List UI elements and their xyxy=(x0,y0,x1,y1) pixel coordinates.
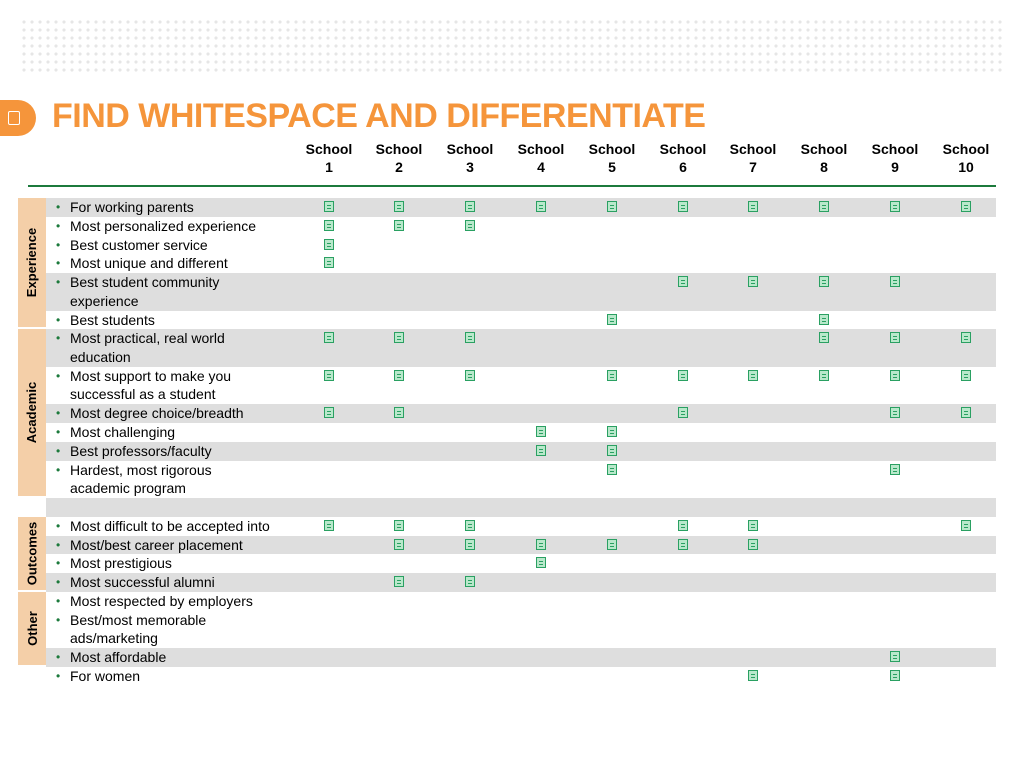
check-icon xyxy=(607,464,617,475)
criterion-text: Best professors/faculty xyxy=(70,442,212,459)
column-header xyxy=(294,140,364,176)
criterion-text: Most personalized experience xyxy=(70,217,256,234)
slide-title: FIND WHITESPACE AND DIFFERENTIATE xyxy=(52,97,706,135)
check-icon xyxy=(465,220,475,231)
criterion-text: Best/most memorable ads/marketing xyxy=(70,611,207,647)
category-label-text: Academic xyxy=(24,381,40,444)
bullet-icon: • xyxy=(56,331,61,346)
category-label-text: Other xyxy=(24,610,40,646)
criterion-text: Best student community experience xyxy=(70,274,220,309)
column-header-number: 10 xyxy=(958,159,974,175)
check-icon xyxy=(394,220,404,231)
column-header-label: School xyxy=(871,141,919,157)
check-icon xyxy=(961,201,971,212)
category-label-academic xyxy=(18,329,46,496)
check-icon xyxy=(890,201,900,212)
column-header-label: School xyxy=(942,141,990,157)
criterion-row xyxy=(56,367,291,404)
criterion-text: Most unique and different xyxy=(70,255,228,272)
table-row-band xyxy=(46,498,996,517)
check-icon xyxy=(961,332,971,343)
criterion-row xyxy=(56,423,291,442)
check-icon xyxy=(324,220,334,231)
criterion-row xyxy=(56,536,291,555)
criterion-row xyxy=(56,442,291,461)
check-icon xyxy=(748,670,758,681)
bullet-icon: • xyxy=(56,593,61,608)
column-header xyxy=(506,140,576,176)
bullet-icon: • xyxy=(56,556,61,571)
column-header-number: 2 xyxy=(395,159,403,175)
criterion-row xyxy=(56,517,291,536)
check-icon xyxy=(324,201,334,212)
check-icon xyxy=(324,239,334,250)
criterion-row xyxy=(56,273,291,310)
check-icon xyxy=(748,520,758,531)
check-icon xyxy=(324,257,334,268)
decorative-dot-band xyxy=(20,18,1006,74)
criterion-text: Most prestigious xyxy=(70,555,172,572)
criterion-row xyxy=(56,611,256,648)
bullet-icon: • xyxy=(56,275,61,289)
check-icon xyxy=(819,276,829,287)
criterion-row xyxy=(56,667,291,686)
check-icon xyxy=(465,576,475,587)
check-icon xyxy=(890,370,900,381)
check-icon xyxy=(748,201,758,212)
criterion-text: Hardest, most rigorous academic program xyxy=(70,461,212,497)
bullet-icon: • xyxy=(56,406,61,421)
criterion-text: Most affordable xyxy=(70,649,167,665)
category-label-text: Outcomes xyxy=(24,521,40,586)
bullet-icon: • xyxy=(56,200,61,214)
category-label-outcomes xyxy=(18,517,46,590)
criterion-text: Best students xyxy=(70,311,155,328)
check-icon xyxy=(324,332,334,343)
bullet-icon: • xyxy=(56,368,61,383)
criterion-row xyxy=(56,573,291,592)
criterion-row xyxy=(56,554,291,573)
column-header-number: 4 xyxy=(537,159,545,175)
criterion-text: Most challenging xyxy=(70,424,176,440)
bullet-icon: • xyxy=(56,425,61,439)
check-icon xyxy=(748,370,758,381)
column-header xyxy=(931,140,1001,176)
check-icon xyxy=(819,201,829,212)
check-icon xyxy=(394,332,404,343)
column-header-number: 5 xyxy=(608,159,616,175)
criterion-text: Most respected by employers xyxy=(70,592,253,609)
check-icon xyxy=(394,201,404,212)
column-header-label: School xyxy=(305,141,353,157)
check-icon xyxy=(394,370,404,381)
column-header xyxy=(435,140,505,176)
check-icon xyxy=(607,201,617,212)
column-header xyxy=(718,140,788,176)
check-icon xyxy=(961,370,971,381)
criterion-row xyxy=(56,404,291,423)
check-icon xyxy=(394,520,404,531)
check-icon xyxy=(748,539,758,550)
check-icon xyxy=(819,314,829,325)
category-label-experience xyxy=(18,198,46,327)
category-label-other xyxy=(18,592,46,665)
check-icon xyxy=(394,576,404,587)
criterion-row xyxy=(56,592,291,611)
column-header-number: 3 xyxy=(466,159,474,175)
bullet-icon: • xyxy=(56,237,61,252)
check-icon xyxy=(607,539,617,550)
column-header-number: 8 xyxy=(820,159,828,175)
criterion-row xyxy=(56,461,256,498)
check-icon xyxy=(607,445,617,456)
check-icon xyxy=(394,539,404,550)
column-header-label: School xyxy=(446,141,494,157)
criterion-row xyxy=(56,648,291,667)
column-header xyxy=(648,140,718,176)
column-header-label: School xyxy=(800,141,848,157)
bullet-icon: • xyxy=(56,518,61,533)
header-rule xyxy=(28,185,996,187)
check-icon xyxy=(748,276,758,287)
criterion-text: For working parents xyxy=(70,199,194,215)
check-icon xyxy=(890,276,900,287)
column-header-number: 6 xyxy=(679,159,687,175)
criterion-row xyxy=(56,329,256,366)
column-header xyxy=(860,140,930,176)
bullet-icon: • xyxy=(56,537,61,552)
bullet-icon: • xyxy=(56,612,61,627)
criterion-row xyxy=(56,311,291,330)
bullet-icon: • xyxy=(56,575,61,589)
check-icon xyxy=(961,520,971,531)
check-icon xyxy=(678,370,688,381)
criterion-row xyxy=(56,254,291,273)
criterion-row xyxy=(56,217,291,236)
check-icon xyxy=(678,520,688,531)
category-label-text: Experience xyxy=(24,227,40,298)
column-header-number: 7 xyxy=(749,159,757,175)
check-icon xyxy=(678,276,688,287)
criterion-text: Most degree choice/breadth xyxy=(70,405,244,422)
check-icon xyxy=(890,332,900,343)
check-icon xyxy=(536,445,546,456)
check-icon xyxy=(819,370,829,381)
check-icon xyxy=(607,370,617,381)
column-header xyxy=(364,140,434,176)
check-icon xyxy=(607,426,617,437)
check-icon xyxy=(536,426,546,437)
check-icon xyxy=(536,557,546,568)
check-icon xyxy=(890,670,900,681)
criterion-text: Most practical, real world education xyxy=(70,330,225,365)
column-header-label: School xyxy=(588,141,636,157)
check-icon xyxy=(465,520,475,531)
criterion-text: Most successful alumni xyxy=(70,574,215,590)
criterion-row xyxy=(56,198,291,217)
check-icon xyxy=(678,539,688,550)
check-icon xyxy=(607,314,617,325)
criterion-row xyxy=(56,236,291,255)
check-icon xyxy=(890,651,900,662)
check-icon xyxy=(890,464,900,475)
column-header-label: School xyxy=(659,141,707,157)
column-header-number: 1 xyxy=(325,159,333,175)
column-header xyxy=(789,140,859,176)
bullet-icon: • xyxy=(56,218,61,233)
check-icon xyxy=(394,407,404,418)
check-icon xyxy=(324,520,334,531)
check-icon xyxy=(465,332,475,343)
bullet-icon: • xyxy=(56,650,61,664)
bullet-icon: • xyxy=(56,462,61,477)
criterion-text: Most support to make you successful as a student xyxy=(70,367,232,403)
check-icon xyxy=(465,201,475,212)
bullet-icon: • xyxy=(56,668,61,683)
column-header-label: School xyxy=(375,141,423,157)
column-header-label: School xyxy=(517,141,565,157)
check-icon xyxy=(324,407,334,418)
check-icon xyxy=(465,370,475,381)
column-header-label: School xyxy=(729,141,777,157)
check-icon xyxy=(678,201,688,212)
criterion-text: For women xyxy=(70,667,141,684)
check-icon xyxy=(536,539,546,550)
check-icon xyxy=(890,407,900,418)
slide-marker-icon xyxy=(0,100,36,136)
check-icon xyxy=(465,539,475,550)
check-icon xyxy=(819,332,829,343)
bullet-icon: • xyxy=(56,256,61,271)
column-header-number: 9 xyxy=(891,159,899,175)
check-icon xyxy=(536,201,546,212)
check-icon xyxy=(678,407,688,418)
criterion-text: Most/best career placement xyxy=(70,536,243,553)
check-icon xyxy=(961,407,971,418)
bullet-icon: • xyxy=(56,312,61,327)
criterion-text: Best customer service xyxy=(70,236,208,253)
check-icon xyxy=(324,370,334,381)
bullet-icon: • xyxy=(56,443,61,458)
criterion-text: Most difficult to be accepted into xyxy=(70,517,270,534)
column-header xyxy=(577,140,647,176)
